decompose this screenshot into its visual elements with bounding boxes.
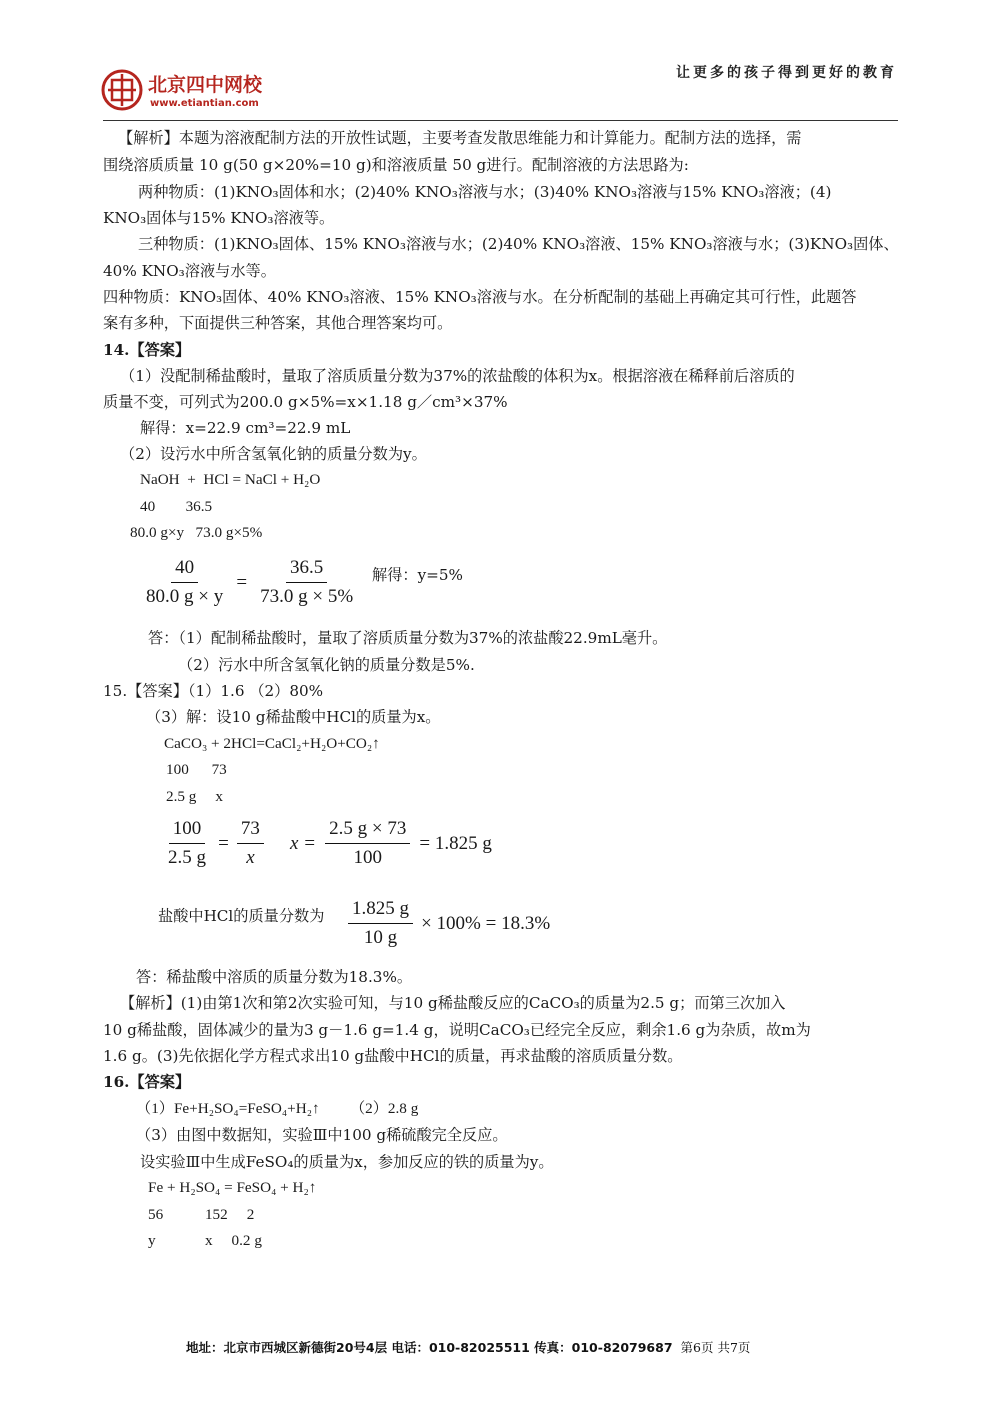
q14-conclusion-2: （2）污水中所含氢氧化钠的质量分数是5%. [178, 656, 475, 674]
denominator: 2.5 g [168, 847, 206, 868]
q16-part1-2: （1）Fe+H₂SO₄=FeSO₄+H₂↑ （2）2.8 g [136, 1100, 419, 1117]
q14-equation: NaOH + HCl = NaCl + H₂O [140, 471, 321, 488]
four-substances-line-2: 案有多种，下面提供三种答案，其他合理答案均可。 [103, 314, 453, 332]
numerator: 2.5 g × 73 [325, 817, 410, 844]
q14-part1-line-1: （1）没配制稀盐酸时，量取了溶质质量分数为37%的浓盐酸的体积为x。根据溶液在稀释前后溶质的 [120, 367, 795, 385]
page-footer [186, 1338, 750, 1356]
q14-conclusion-1: 答：（1）配制稀盐酸时，量取了溶质质量分数为37%的浓盐酸22.9mL毫升。 [148, 629, 668, 647]
four-substances-line-1: 四种物质：KNO₃固体、40% KNO₃溶液、15% KNO₃溶液与水。在分析配制的基础上再确定其可行性，此题答 [103, 288, 857, 306]
q15-x-formula [290, 817, 492, 870]
formula-rhs: × 100% = 18.3% [421, 912, 551, 934]
three-substances-line-1: 三种物质：(1)KNO₃固体、15% KNO₃溶液与水；(2)40% KNO₃溶液、15% KNO₃溶液与水；(3)KNO₃固体、 [138, 235, 899, 253]
q14-given-masses: 80.0 g×y 73.0 g×5% [130, 524, 263, 541]
q15-given-masses: 2.5 g x [166, 788, 223, 805]
q16-part3-intro: （3）由图中数据知，实验Ⅲ中100 g稀硫酸完全反应。 [136, 1126, 508, 1144]
denominator: 73.0 g × 5% [260, 586, 354, 607]
q14-part1-line-2: 质量不变，可列式为200.0 g×5%=x×1.18 g／cm³×37% [103, 393, 508, 411]
denominator: 10 g [363, 927, 398, 948]
numerator: 36.5 [286, 556, 327, 583]
formula-rhs: = 1.825 g [419, 832, 492, 854]
q16-equation: Fe + H₂SO₄ = FeSO₄ + H₂↑ [148, 1179, 317, 1196]
q15-part3-intro: （3）解：设10 g稀盐酸中HCl的质量为x。 [146, 708, 441, 726]
analysis-13-line-1: 【解析】本题为溶液配制方法的开放性试题，主要考查发散思维能力和计算能力。配制方法的选择，需 [118, 129, 802, 147]
fraction [348, 897, 413, 950]
q14-proportion-formula [142, 556, 357, 609]
logo-url: www.etiantian.com [150, 98, 259, 109]
slogan: 让更多的孩子得到更好的教育 [676, 65, 897, 81]
fraction [256, 556, 357, 609]
q14-solve-y: 解得：y=5% [372, 566, 463, 584]
q15-analysis-line-1: 【解析】(1)由第1次和第2次实验可知，与10 g稀盐酸反应的CaCO₃的质量为2.5 g；而第三次加入 [120, 994, 786, 1012]
q15-molar-masses: 100 73 [166, 761, 227, 778]
numerator: 73 [237, 817, 264, 844]
q14-answer-heading: 14.【答案】 [103, 341, 191, 359]
three-substances-line-2: 40% KNO₃溶液与水等。 [103, 262, 276, 280]
numerator: 100 [169, 817, 206, 844]
q16-given-masses: y x 0.2 g [148, 1232, 262, 1249]
q15-percentage-formula [348, 897, 550, 950]
two-substances-line-2: KNO₃固体与15% KNO₃溶液等。 [103, 209, 335, 227]
fraction [237, 817, 264, 870]
numerator: 1.825 g [348, 897, 413, 924]
q15-hcl-fraction-label: 盐酸中HCl的质量分数为 [158, 907, 325, 925]
q14-part2-intro: （2）设污水中所含氢氧化钠的质量分数为y。 [120, 445, 427, 463]
q16-answer-heading: 16.【答案】 [103, 1073, 191, 1091]
footer-address: 地址：北京市西城区新德街20号4层 电话：010-82025511 传真：010-82079687 [186, 1340, 673, 1355]
fraction [142, 556, 227, 609]
q15-proportion-formula [164, 817, 264, 870]
q15-analysis-line-2: 10 g稀盐酸，固体减少的量为3 g－1.6 g=1.4 g，说明CaCO₃已经完全反应，剩余1.6 g为杂质，故m为 [103, 1021, 811, 1039]
equals-sign: = [218, 832, 229, 854]
denominator: 100 [353, 847, 382, 868]
equals-sign: = [236, 571, 248, 593]
q15-answer-heading: 15.【答案】（1）1.6 （2）80% [103, 682, 324, 700]
q15-conclusion: 答：稀盐酸中溶质的质量分数为18.3%。 [136, 968, 413, 986]
q15-analysis-line-3: 1.6 g。(3)先依据化学方程式求出10 g盐酸中HCl的质量，再求盐酸的溶质质量分数。 [103, 1047, 683, 1065]
analysis-13-line-2: 围绕溶质质量 10 g(50 g×20%=10 g)和溶液质量 50 g进行。配制溶液的方法思路为: [103, 156, 689, 174]
header-divider [103, 120, 898, 121]
q14-molar-masses: 40 36.5 [140, 498, 213, 515]
q16-setup: 设实验Ⅲ中生成FeSO₄的质量为x，参加反应的铁的质量为y。 [140, 1153, 554, 1171]
q14-solve-x: 解得：x=22.9 cm³=22.9 mL [140, 419, 351, 437]
fraction [164, 817, 210, 870]
denominator: 80.0 g × y [146, 586, 224, 607]
logo-text: 北京四中网校 [148, 74, 263, 96]
page-number: 第6页 共7页 [680, 1340, 751, 1355]
numerator: 40 [171, 556, 198, 583]
fraction [325, 817, 410, 870]
two-substances-line-1: 两种物质：(1)KNO₃固体和水；(2)40% KNO₃溶液与水；(3)40% KNO₃溶液与15% KNO₃溶液；(4) [138, 183, 832, 201]
q15-equation: CaCO₃ + 2HCl=CaCl₂+H₂O+CO₂↑ [164, 735, 380, 752]
denominator: x [246, 847, 255, 868]
formula-lhs: x = [290, 832, 317, 854]
q16-molar-masses: 56 152 2 [148, 1206, 255, 1223]
